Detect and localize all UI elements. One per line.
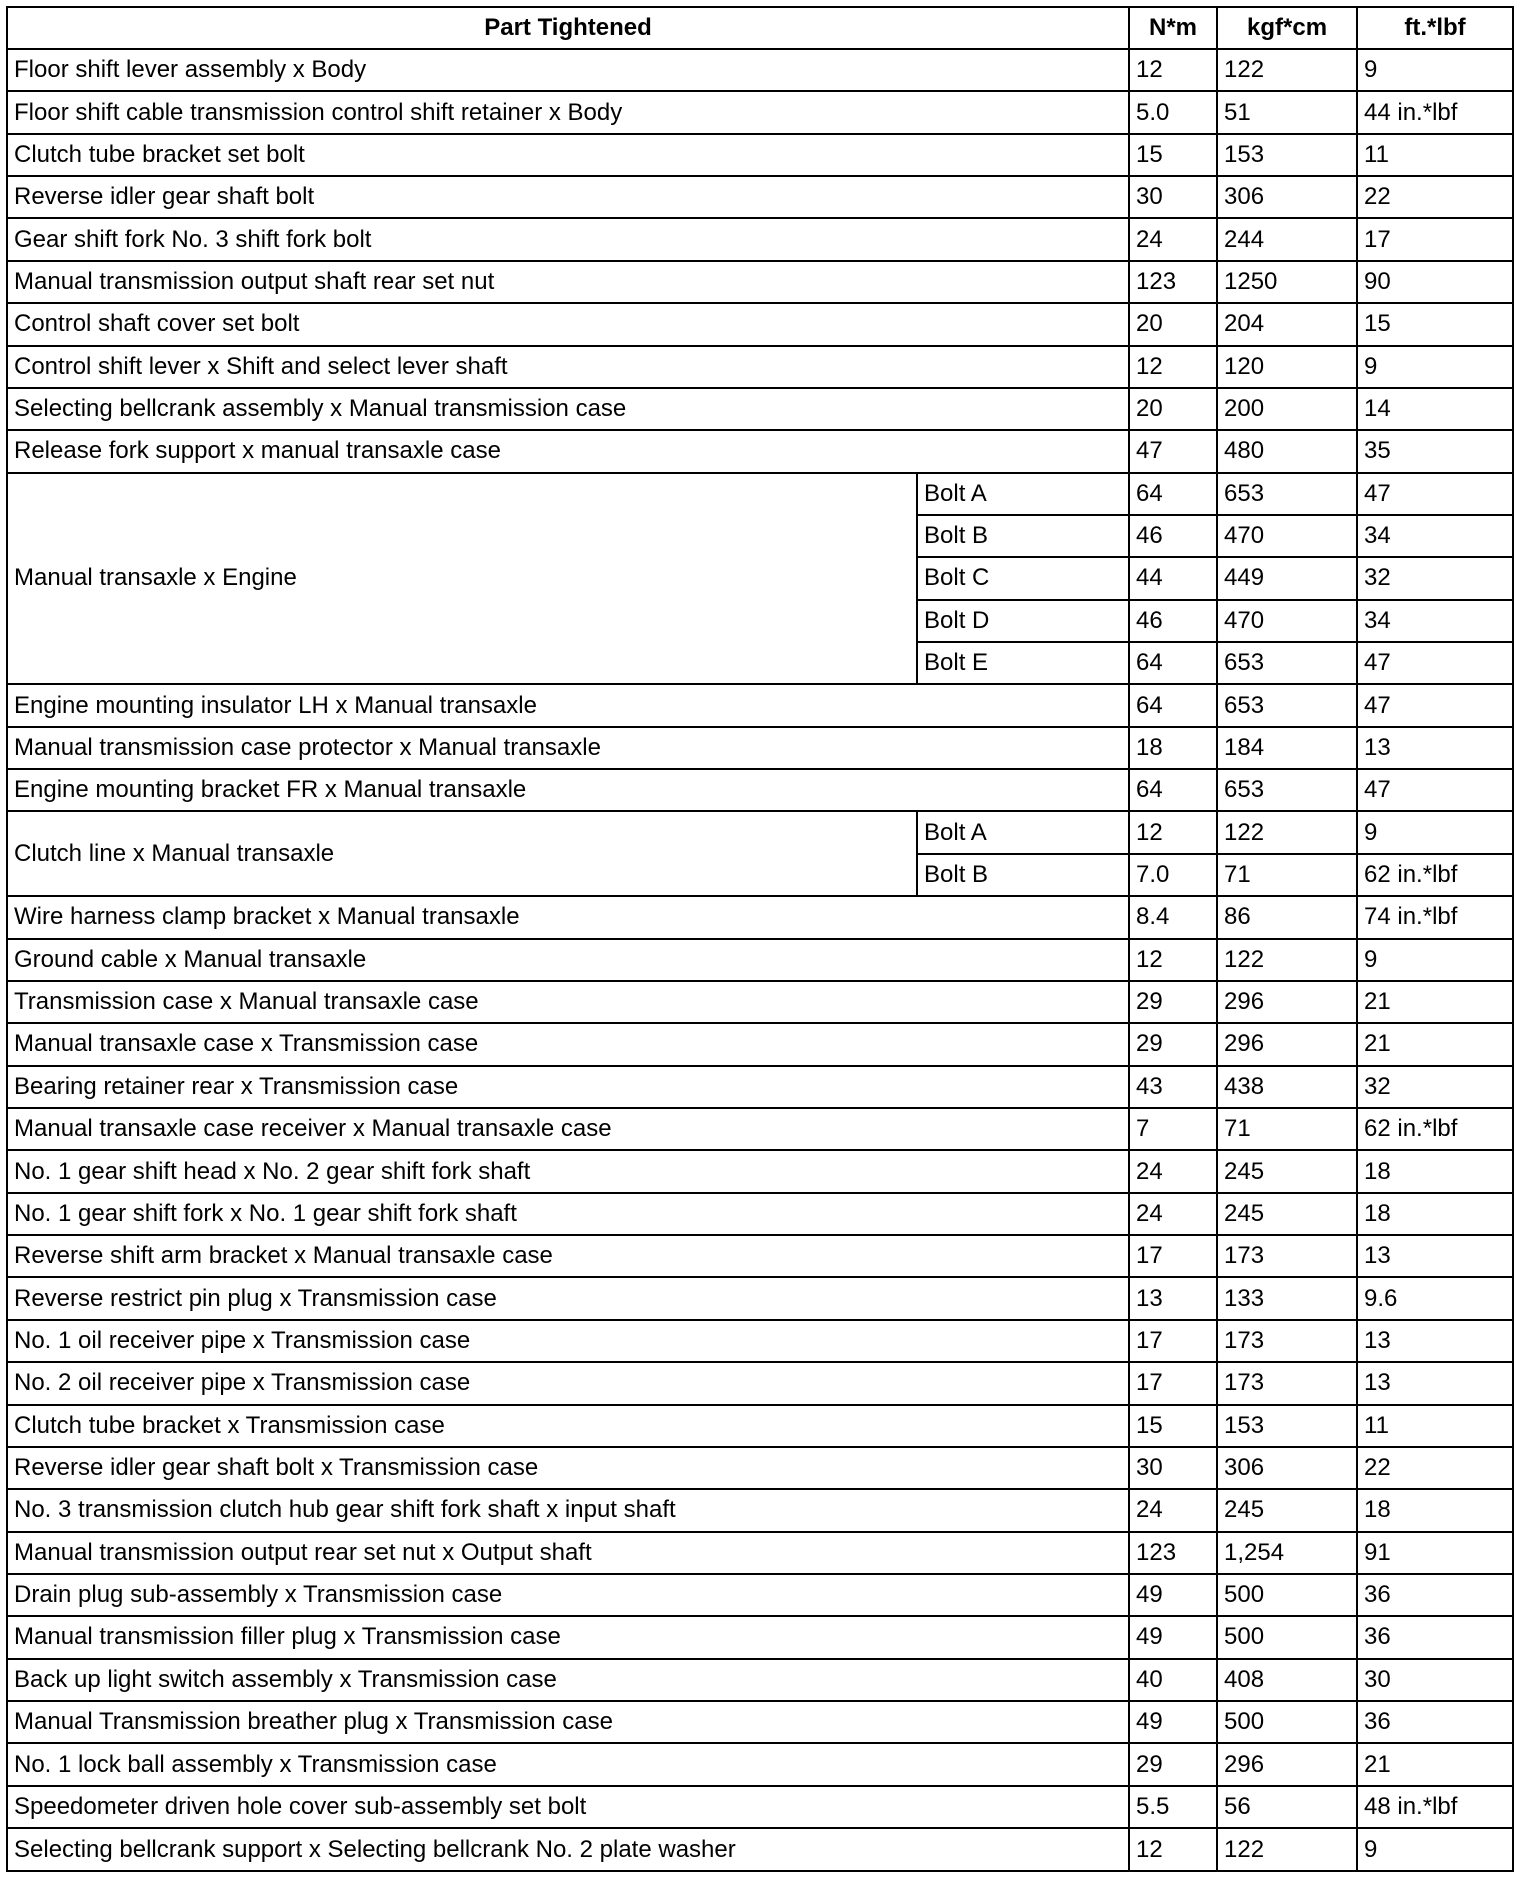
torque-ftlbf-cell: 91 xyxy=(1357,1532,1513,1574)
torque-kgf-cell: 449 xyxy=(1217,557,1357,599)
part-name-cell: No. 3 transmission clutch hub gear shift fork shaft x input shaft xyxy=(7,1489,1129,1531)
torque-nm-cell: 29 xyxy=(1129,1743,1217,1785)
torque-ftlbf-cell: 13 xyxy=(1357,727,1513,769)
table-row xyxy=(7,1405,1513,1447)
torque-kgf-cell: 122 xyxy=(1217,939,1357,981)
torque-ftlbf-cell: 13 xyxy=(1357,1235,1513,1277)
table-row xyxy=(7,1066,1513,1108)
torque-kgf-cell: 86 xyxy=(1217,896,1357,938)
torque-ftlbf-cell: 62 in.*lbf xyxy=(1357,1108,1513,1150)
torque-ftlbf-cell: 35 xyxy=(1357,430,1513,472)
torque-kgf-cell: 245 xyxy=(1217,1489,1357,1531)
torque-ftlbf-cell: 9 xyxy=(1357,811,1513,853)
torque-ftlbf-cell: 32 xyxy=(1357,557,1513,599)
torque-nm-cell: 5.0 xyxy=(1129,91,1217,133)
part-name-cell: Manual transmission case protector x Manual transaxle xyxy=(7,727,1129,769)
torque-nm-cell: 17 xyxy=(1129,1362,1217,1404)
torque-nm-cell: 49 xyxy=(1129,1574,1217,1616)
part-name-cell: Ground cable x Manual transaxle xyxy=(7,939,1129,981)
torque-nm-cell: 30 xyxy=(1129,176,1217,218)
torque-nm-cell: 20 xyxy=(1129,303,1217,345)
bolt-label-cell: Bolt A xyxy=(917,811,1129,853)
part-name-cell: Manual transaxle case x Transmission case xyxy=(7,1023,1129,1065)
bolt-label-cell: Bolt B xyxy=(917,854,1129,896)
torque-nm-cell: 40 xyxy=(1129,1659,1217,1701)
torque-ftlbf-cell: 18 xyxy=(1357,1489,1513,1531)
torque-ftlbf-cell: 14 xyxy=(1357,388,1513,430)
table-body xyxy=(7,49,1513,1871)
torque-kgf-cell: 470 xyxy=(1217,600,1357,642)
table-row xyxy=(7,303,1513,345)
torque-nm-cell: 7.0 xyxy=(1129,854,1217,896)
torque-kgf-cell: 480 xyxy=(1217,430,1357,472)
torque-kgf-cell: 653 xyxy=(1217,642,1357,684)
torque-kgf-cell: 120 xyxy=(1217,346,1357,388)
part-name-cell: Control shift lever x Shift and select lever shaft xyxy=(7,346,1129,388)
table-row xyxy=(7,1616,1513,1658)
torque-nm-cell: 12 xyxy=(1129,49,1217,91)
torque-nm-cell: 64 xyxy=(1129,769,1217,811)
torque-nm-cell: 15 xyxy=(1129,1405,1217,1447)
part-name-cell: Reverse restrict pin plug x Transmission case xyxy=(7,1277,1129,1319)
table-row xyxy=(7,1108,1513,1150)
table-row xyxy=(7,769,1513,811)
torque-kgf-cell: 200 xyxy=(1217,388,1357,430)
torque-ftlbf-cell: 47 xyxy=(1357,642,1513,684)
torque-nm-cell: 12 xyxy=(1129,346,1217,388)
part-name-cell: Reverse idler gear shaft bolt xyxy=(7,176,1129,218)
torque-nm-cell: 64 xyxy=(1129,642,1217,684)
torque-kgf-cell: 653 xyxy=(1217,769,1357,811)
table-row xyxy=(7,1574,1513,1616)
table-row xyxy=(7,261,1513,303)
torque-kgf-cell: 153 xyxy=(1217,1405,1357,1447)
torque-nm-cell: 8.4 xyxy=(1129,896,1217,938)
torque-nm-cell: 123 xyxy=(1129,1532,1217,1574)
table-row xyxy=(7,218,1513,260)
part-name-cell: Clutch tube bracket x Transmission case xyxy=(7,1405,1129,1447)
part-name-cell: Release fork support x manual transaxle case xyxy=(7,430,1129,472)
part-name-cell: No. 2 oil receiver pipe x Transmission case xyxy=(7,1362,1129,1404)
table-row xyxy=(7,134,1513,176)
bolt-label-cell: Bolt A xyxy=(917,473,1129,515)
torque-nm-cell: 13 xyxy=(1129,1277,1217,1319)
table-row xyxy=(7,1362,1513,1404)
table-row xyxy=(7,1743,1513,1785)
table-row xyxy=(7,176,1513,218)
header-part-tightened: Part Tightened xyxy=(7,7,1129,49)
bolt-label-cell: Bolt D xyxy=(917,600,1129,642)
torque-nm-cell: 24 xyxy=(1129,1150,1217,1192)
torque-nm-cell: 123 xyxy=(1129,261,1217,303)
part-name-cell: Manual transmission output rear set nut x Output shaft xyxy=(7,1532,1129,1574)
torque-kgf-cell: 1,254 xyxy=(1217,1532,1357,1574)
part-name-cell: Clutch line x Manual transaxle xyxy=(7,811,917,896)
torque-nm-cell: 46 xyxy=(1129,600,1217,642)
torque-ftlbf-cell: 44 in.*lbf xyxy=(1357,91,1513,133)
table-row xyxy=(7,1828,1513,1871)
torque-ftlbf-cell: 21 xyxy=(1357,1743,1513,1785)
torque-kgf-cell: 173 xyxy=(1217,1235,1357,1277)
table-row xyxy=(7,1659,1513,1701)
torque-kgf-cell: 245 xyxy=(1217,1150,1357,1192)
table-row xyxy=(7,1023,1513,1065)
part-name-cell: Manual Transmission breather plug x Transmission case xyxy=(7,1701,1129,1743)
torque-nm-cell: 24 xyxy=(1129,218,1217,260)
table-row xyxy=(7,939,1513,981)
table-row xyxy=(7,1193,1513,1235)
torque-ftlbf-cell: 9.6 xyxy=(1357,1277,1513,1319)
part-name-cell: Manual transaxle x Engine xyxy=(7,473,917,685)
torque-kgf-cell: 71 xyxy=(1217,1108,1357,1150)
torque-ftlbf-cell: 47 xyxy=(1357,684,1513,726)
torque-kgf-cell: 244 xyxy=(1217,218,1357,260)
bolt-label-cell: Bolt B xyxy=(917,515,1129,557)
torque-ftlbf-cell: 32 xyxy=(1357,1066,1513,1108)
torque-kgf-cell: 296 xyxy=(1217,1023,1357,1065)
table-row xyxy=(7,1320,1513,1362)
torque-ftlbf-cell: 9 xyxy=(1357,49,1513,91)
bolt-label-cell: Bolt C xyxy=(917,557,1129,599)
torque-nm-cell: 17 xyxy=(1129,1320,1217,1362)
part-name-cell: Bearing retainer rear x Transmission case xyxy=(7,1066,1129,1108)
table-row xyxy=(7,1277,1513,1319)
torque-nm-cell: 49 xyxy=(1129,1616,1217,1658)
torque-ftlbf-cell: 15 xyxy=(1357,303,1513,345)
torque-ftlbf-cell: 9 xyxy=(1357,1828,1513,1871)
table-row xyxy=(7,1235,1513,1277)
header-nm: N*m xyxy=(1129,7,1217,49)
table-row xyxy=(7,811,1513,853)
torque-nm-cell: 46 xyxy=(1129,515,1217,557)
table-row xyxy=(7,388,1513,430)
torque-nm-cell: 24 xyxy=(1129,1489,1217,1531)
torque-kgf-cell: 122 xyxy=(1217,49,1357,91)
part-name-cell: No. 1 gear shift head x No. 2 gear shift fork shaft xyxy=(7,1150,1129,1192)
torque-nm-cell: 17 xyxy=(1129,1235,1217,1277)
torque-nm-cell: 20 xyxy=(1129,388,1217,430)
table-row xyxy=(7,1447,1513,1489)
part-name-cell: Drain plug sub-assembly x Transmission case xyxy=(7,1574,1129,1616)
torque-nm-cell: 43 xyxy=(1129,1066,1217,1108)
torque-nm-cell: 64 xyxy=(1129,473,1217,515)
header-ft-lbf: ft.*lbf xyxy=(1357,7,1513,49)
part-name-cell: Reverse shift arm bracket x Manual transaxle case xyxy=(7,1235,1129,1277)
torque-ftlbf-cell: 21 xyxy=(1357,981,1513,1023)
torque-kgf-cell: 470 xyxy=(1217,515,1357,557)
torque-nm-cell: 5.5 xyxy=(1129,1786,1217,1828)
torque-nm-cell: 12 xyxy=(1129,811,1217,853)
table-row xyxy=(7,1786,1513,1828)
torque-ftlbf-cell: 11 xyxy=(1357,134,1513,176)
torque-nm-cell: 12 xyxy=(1129,1828,1217,1871)
part-name-cell: Manual transaxle case receiver x Manual transaxle case xyxy=(7,1108,1129,1150)
bolt-label-cell: Bolt E xyxy=(917,642,1129,684)
torque-ftlbf-cell: 47 xyxy=(1357,769,1513,811)
torque-ftlbf-cell: 47 xyxy=(1357,473,1513,515)
torque-ftlbf-cell: 36 xyxy=(1357,1701,1513,1743)
table-row xyxy=(7,1489,1513,1531)
torque-kgf-cell: 306 xyxy=(1217,1447,1357,1489)
torque-ftlbf-cell: 18 xyxy=(1357,1150,1513,1192)
part-name-cell: Selecting bellcrank assembly x Manual transmission case xyxy=(7,388,1129,430)
header-kgf-cm: kgf*cm xyxy=(1217,7,1357,49)
torque-kgf-cell: 500 xyxy=(1217,1616,1357,1658)
part-name-cell: Clutch tube bracket set bolt xyxy=(7,134,1129,176)
torque-kgf-cell: 408 xyxy=(1217,1659,1357,1701)
torque-ftlbf-cell: 62 in.*lbf xyxy=(1357,854,1513,896)
part-name-cell: Back up light switch assembly x Transmission case xyxy=(7,1659,1129,1701)
torque-nm-cell: 24 xyxy=(1129,1193,1217,1235)
torque-ftlbf-cell: 22 xyxy=(1357,1447,1513,1489)
table-row xyxy=(7,91,1513,133)
torque-nm-cell: 18 xyxy=(1129,727,1217,769)
table-header-row xyxy=(7,7,1513,49)
torque-kgf-cell: 500 xyxy=(1217,1701,1357,1743)
table-row xyxy=(7,49,1513,91)
torque-nm-cell: 15 xyxy=(1129,134,1217,176)
part-name-cell: Manual transmission filler plug x Transmission case xyxy=(7,1616,1129,1658)
part-name-cell: No. 1 gear shift fork x No. 1 gear shift fork shaft xyxy=(7,1193,1129,1235)
torque-ftlbf-cell: 74 in.*lbf xyxy=(1357,896,1513,938)
torque-kgf-cell: 51 xyxy=(1217,91,1357,133)
torque-ftlbf-cell: 11 xyxy=(1357,1405,1513,1447)
torque-nm-cell: 7 xyxy=(1129,1108,1217,1150)
part-name-cell: Reverse idler gear shaft bolt x Transmission case xyxy=(7,1447,1129,1489)
table-row xyxy=(7,896,1513,938)
torque-kgf-cell: 204 xyxy=(1217,303,1357,345)
torque-ftlbf-cell: 90 xyxy=(1357,261,1513,303)
torque-ftlbf-cell: 36 xyxy=(1357,1574,1513,1616)
part-name-cell: Transmission case x Manual transaxle case xyxy=(7,981,1129,1023)
torque-kgf-cell: 1250 xyxy=(1217,261,1357,303)
torque-kgf-cell: 296 xyxy=(1217,981,1357,1023)
part-name-cell: Manual transmission output shaft rear set nut xyxy=(7,261,1129,303)
table-row xyxy=(7,727,1513,769)
torque-ftlbf-cell: 22 xyxy=(1357,176,1513,218)
torque-kgf-cell: 153 xyxy=(1217,134,1357,176)
torque-kgf-cell: 306 xyxy=(1217,176,1357,218)
torque-nm-cell: 29 xyxy=(1129,1023,1217,1065)
torque-kgf-cell: 653 xyxy=(1217,684,1357,726)
part-name-cell: Selecting bellcrank support x Selecting bellcrank No. 2 plate washer xyxy=(7,1828,1129,1871)
torque-kgf-cell: 438 xyxy=(1217,1066,1357,1108)
torque-kgf-cell: 56 xyxy=(1217,1786,1357,1828)
torque-ftlbf-cell: 13 xyxy=(1357,1320,1513,1362)
torque-ftlbf-cell: 9 xyxy=(1357,346,1513,388)
torque-nm-cell: 12 xyxy=(1129,939,1217,981)
table-row xyxy=(7,1532,1513,1574)
torque-nm-cell: 30 xyxy=(1129,1447,1217,1489)
torque-nm-cell: 64 xyxy=(1129,684,1217,726)
torque-nm-cell: 47 xyxy=(1129,430,1217,472)
torque-kgf-cell: 122 xyxy=(1217,1828,1357,1871)
torque-ftlbf-cell: 36 xyxy=(1357,1616,1513,1658)
table-row xyxy=(7,346,1513,388)
torque-nm-cell: 44 xyxy=(1129,557,1217,599)
torque-nm-cell: 29 xyxy=(1129,981,1217,1023)
torque-ftlbf-cell: 9 xyxy=(1357,939,1513,981)
torque-kgf-cell: 71 xyxy=(1217,854,1357,896)
table-row xyxy=(7,1150,1513,1192)
torque-nm-cell: 49 xyxy=(1129,1701,1217,1743)
part-name-cell: Engine mounting insulator LH x Manual transaxle xyxy=(7,684,1129,726)
torque-ftlbf-cell: 21 xyxy=(1357,1023,1513,1065)
part-name-cell: No. 1 lock ball assembly x Transmission case xyxy=(7,1743,1129,1785)
torque-ftlbf-cell: 34 xyxy=(1357,600,1513,642)
part-name-cell: Engine mounting bracket FR x Manual transaxle xyxy=(7,769,1129,811)
torque-specification-table xyxy=(6,6,1514,1872)
torque-ftlbf-cell: 17 xyxy=(1357,218,1513,260)
torque-kgf-cell: 173 xyxy=(1217,1362,1357,1404)
part-name-cell: Gear shift fork No. 3 shift fork bolt xyxy=(7,218,1129,260)
torque-ftlbf-cell: 13 xyxy=(1357,1362,1513,1404)
table-row xyxy=(7,430,1513,472)
table-row xyxy=(7,981,1513,1023)
part-name-cell: Speedometer driven hole cover sub-assembly set bolt xyxy=(7,1786,1129,1828)
part-name-cell: Floor shift cable transmission control shift retainer x Body xyxy=(7,91,1129,133)
torque-kgf-cell: 500 xyxy=(1217,1574,1357,1616)
part-name-cell: No. 1 oil receiver pipe x Transmission case xyxy=(7,1320,1129,1362)
torque-ftlbf-cell: 48 in.*lbf xyxy=(1357,1786,1513,1828)
torque-ftlbf-cell: 34 xyxy=(1357,515,1513,557)
torque-kgf-cell: 173 xyxy=(1217,1320,1357,1362)
torque-ftlbf-cell: 30 xyxy=(1357,1659,1513,1701)
table-row xyxy=(7,1701,1513,1743)
torque-kgf-cell: 296 xyxy=(1217,1743,1357,1785)
torque-kgf-cell: 245 xyxy=(1217,1193,1357,1235)
part-name-cell: Control shaft cover set bolt xyxy=(7,303,1129,345)
torque-ftlbf-cell: 18 xyxy=(1357,1193,1513,1235)
part-name-cell: Floor shift lever assembly x Body xyxy=(7,49,1129,91)
torque-kgf-cell: 122 xyxy=(1217,811,1357,853)
torque-kgf-cell: 133 xyxy=(1217,1277,1357,1319)
table-row xyxy=(7,473,1513,515)
torque-kgf-cell: 653 xyxy=(1217,473,1357,515)
table-row xyxy=(7,684,1513,726)
part-name-cell: Wire harness clamp bracket x Manual transaxle xyxy=(7,896,1129,938)
torque-kgf-cell: 184 xyxy=(1217,727,1357,769)
